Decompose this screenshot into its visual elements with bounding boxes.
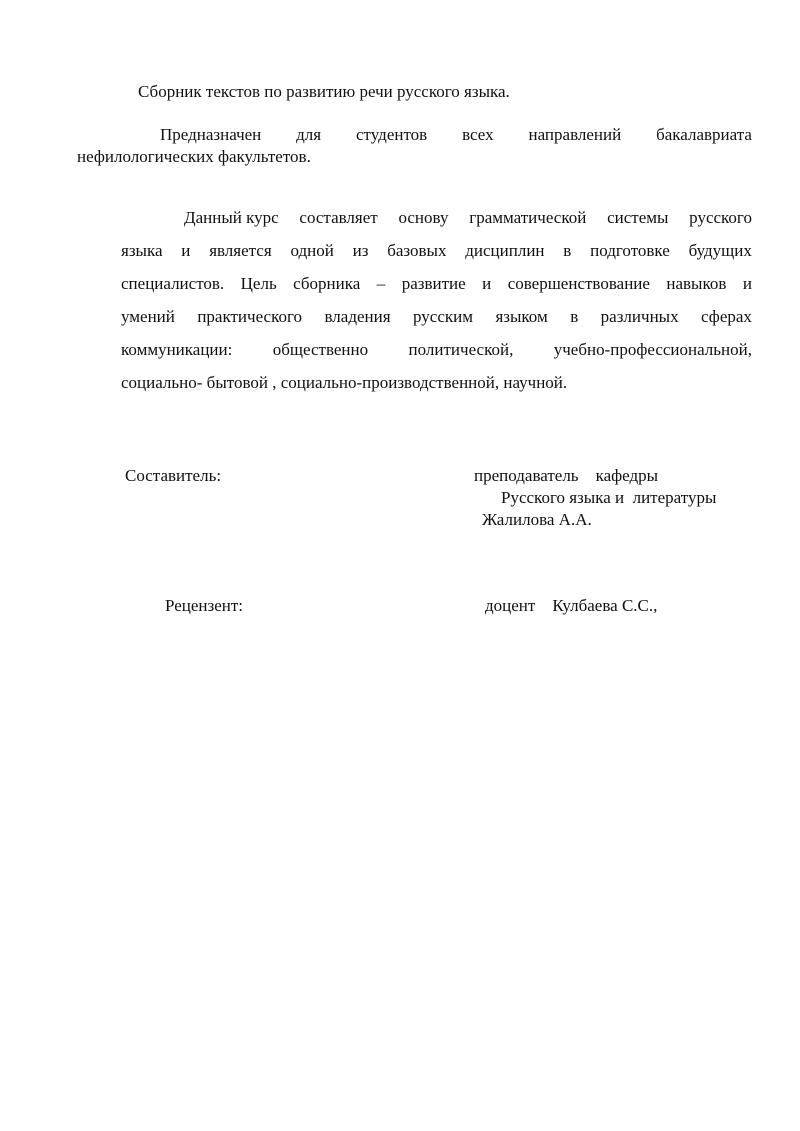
word: различных [600,307,679,326]
word: является [209,241,272,260]
word: и [742,274,752,293]
word: развитие [401,274,466,293]
word: политической, [408,340,514,359]
purpose-line-1 [160,126,752,143]
word: Цель [240,274,277,293]
word: практического [197,307,303,326]
word: языком [495,307,548,326]
description-line-2 [121,242,752,259]
description-line-6: социально- бытовой , социально-производственной, научной. [121,373,568,392]
word: составляет [299,208,378,227]
reviewer-value: доцент Кулбаева С.С., [485,596,658,615]
word: Предназначен [160,125,262,144]
word: будущих [688,241,752,260]
word: совершенствование [507,274,650,293]
compiler-label: Составитель: [125,466,222,485]
compiler-role-line-2: Русского языка и литературы [501,488,717,507]
word: учебно-профессиональной, [553,340,752,359]
word: направлений [528,125,622,144]
word: навыков [666,274,727,293]
word: грамматической [469,208,587,227]
purpose-line-2: нефилологических факультетов. [77,147,311,166]
document-title: Сборник текстов по развитию речи русского языка. [138,82,510,101]
reviewer-label: Рецензент: [165,596,244,615]
word: коммуникации: [121,340,233,359]
word: подготовке [590,241,670,260]
word: и [181,241,191,260]
word: основу [398,208,449,227]
word: – [376,274,386,293]
word: для [296,125,322,144]
word: языка [121,241,163,260]
word: умений [121,307,175,326]
word: в [563,241,572,260]
description-line-1 [184,209,752,226]
compiler-role-line-1: преподаватель кафедры [474,466,659,485]
word: специалистов. [121,274,225,293]
word: русским [413,307,473,326]
word: студентов [356,125,428,144]
word: сферах [701,307,752,326]
word: всех [462,125,494,144]
compiler-name: Жалилова А.А. [482,510,592,529]
description-line-5 [121,341,752,358]
description-line-4 [121,308,752,325]
word: дисциплин [465,241,545,260]
word: общественно [272,340,369,359]
word: русского [689,208,752,227]
word: базовых [387,241,447,260]
word: Данный курс [184,208,279,227]
word: бакалавриата [656,125,752,144]
word: в [570,307,579,326]
description-line-3 [121,275,752,292]
word: из [352,241,369,260]
word: владения [324,307,391,326]
word: сборника [293,274,361,293]
word: и [482,274,492,293]
word: системы [607,208,669,227]
word: одной [290,241,334,260]
